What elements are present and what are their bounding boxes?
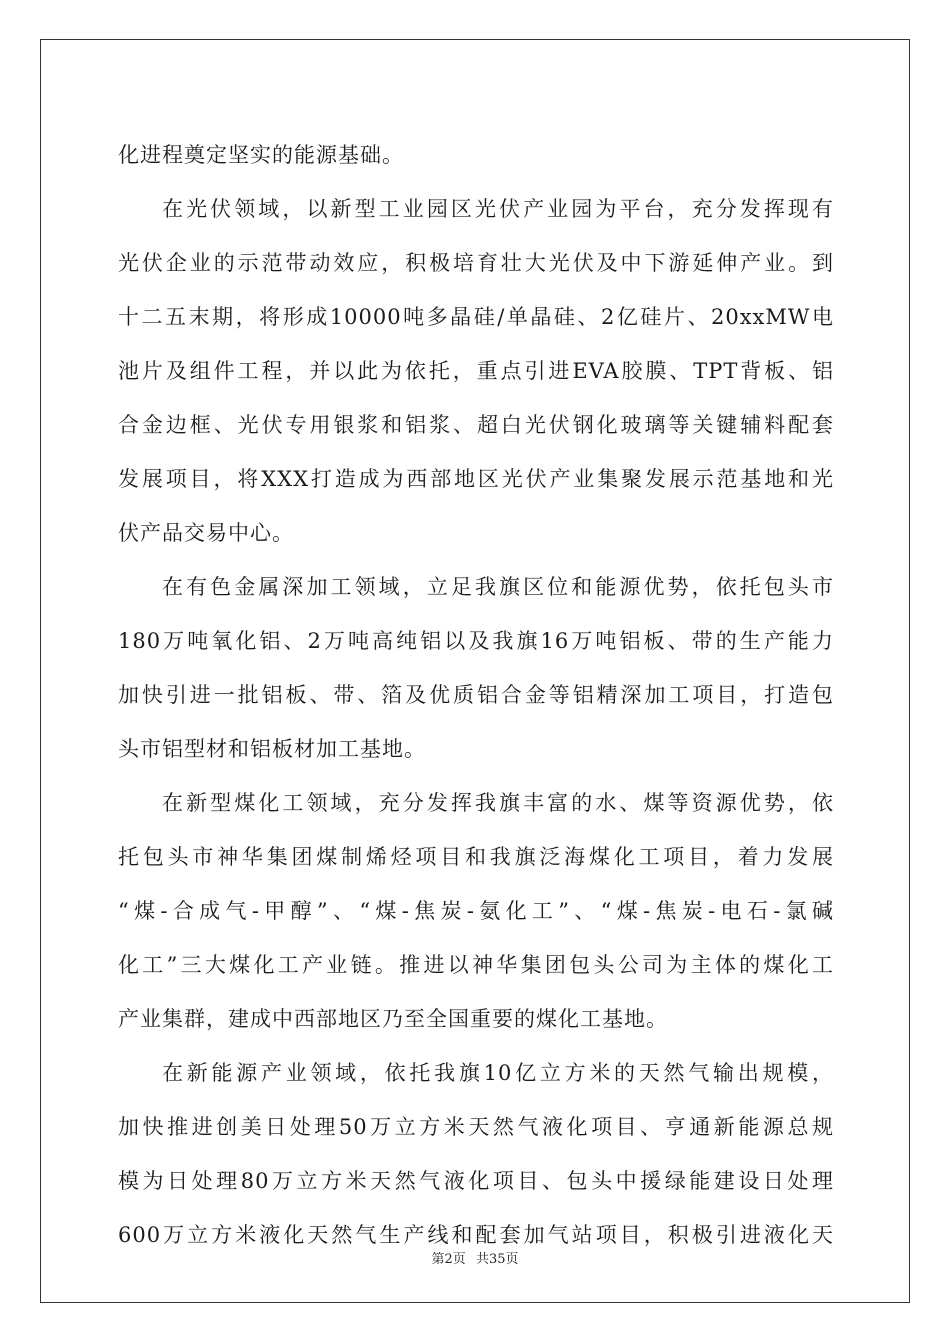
page-footer: [0, 1248, 950, 1267]
text-line: 在新型煤化工领域，充分发挥我旗丰富的水、煤等资源优势，依: [162, 791, 834, 815]
text-line: 在光伏领域，以新型工业园区光伏产业园为平台，充分发挥现有: [162, 197, 834, 221]
page-number: 第2页: [431, 1252, 466, 1267]
text-line: 合金边框、光伏专用银浆和铝浆、超白光伏钢化玻璃等关键辅料配套: [118, 413, 834, 437]
text-line: 在新能源产业领域，依托我旗10亿立方米的天然气输出规模，: [162, 1061, 834, 1085]
text-line: 180万吨氧化铝、2万吨高纯铝以及我旗16万吨铝板、带的生产能力: [118, 629, 834, 653]
text-line: 光伏企业的示范带动效应，积极培育壮大光伏及中下游延伸产业。到: [118, 251, 834, 275]
text-line: 托包头市神华集团煤制烯烃项目和我旗泛海煤化工项目，着力发展: [118, 845, 834, 869]
text-line: 发展项目，将XXX打造成为西部地区光伏产业集聚发展示范基地和光: [118, 467, 834, 491]
text-line: 加快推进创美日处理50万立方米天然气液化项目、亨通新能源总规: [118, 1115, 834, 1139]
text-line: 化工”三大煤化工产业链。推进以神华集团包头公司为主体的煤化工: [118, 953, 834, 977]
text-line: 伏产品交易中心。: [118, 521, 294, 545]
text-line: 头市铝型材和铝板材加工基地。: [118, 737, 426, 761]
text-line: 模为日处理80万立方米天然气液化项目、包头中援绿能建设日处理: [118, 1169, 834, 1193]
text-line: 600万立方米液化天然气生产线和配套加气站项目，积极引进液化天: [118, 1223, 834, 1247]
text-line: 池片及组件工程，并以此为依托，重点引进EVA胶膜、TPT背板、铝: [118, 359, 834, 383]
text-line: 在有色金属深加工领域，立足我旗区位和能源优势，依托包头市: [162, 575, 834, 599]
text-line: 化进程奠定坚实的能源基础。: [118, 143, 404, 167]
page-total: 共35页: [475, 1252, 519, 1267]
text-line: 加快引进一批铝板、带、箔及优质铝合金等铝精深加工项目，打造包: [118, 683, 834, 707]
text-line: 十二五末期，将形成10000吨多晶硅/单晶硅、2亿硅片、20xxMW电: [118, 305, 834, 329]
text-line: 产业集群，建成中西部地区乃至全国重要的煤化工基地。: [118, 1007, 668, 1031]
text-line: “煤-合成气-甲醇”、“煤-焦炭-氨化工”、“煤-焦炭-电石-氯碱: [118, 899, 834, 923]
document-body: [118, 128, 834, 1262]
